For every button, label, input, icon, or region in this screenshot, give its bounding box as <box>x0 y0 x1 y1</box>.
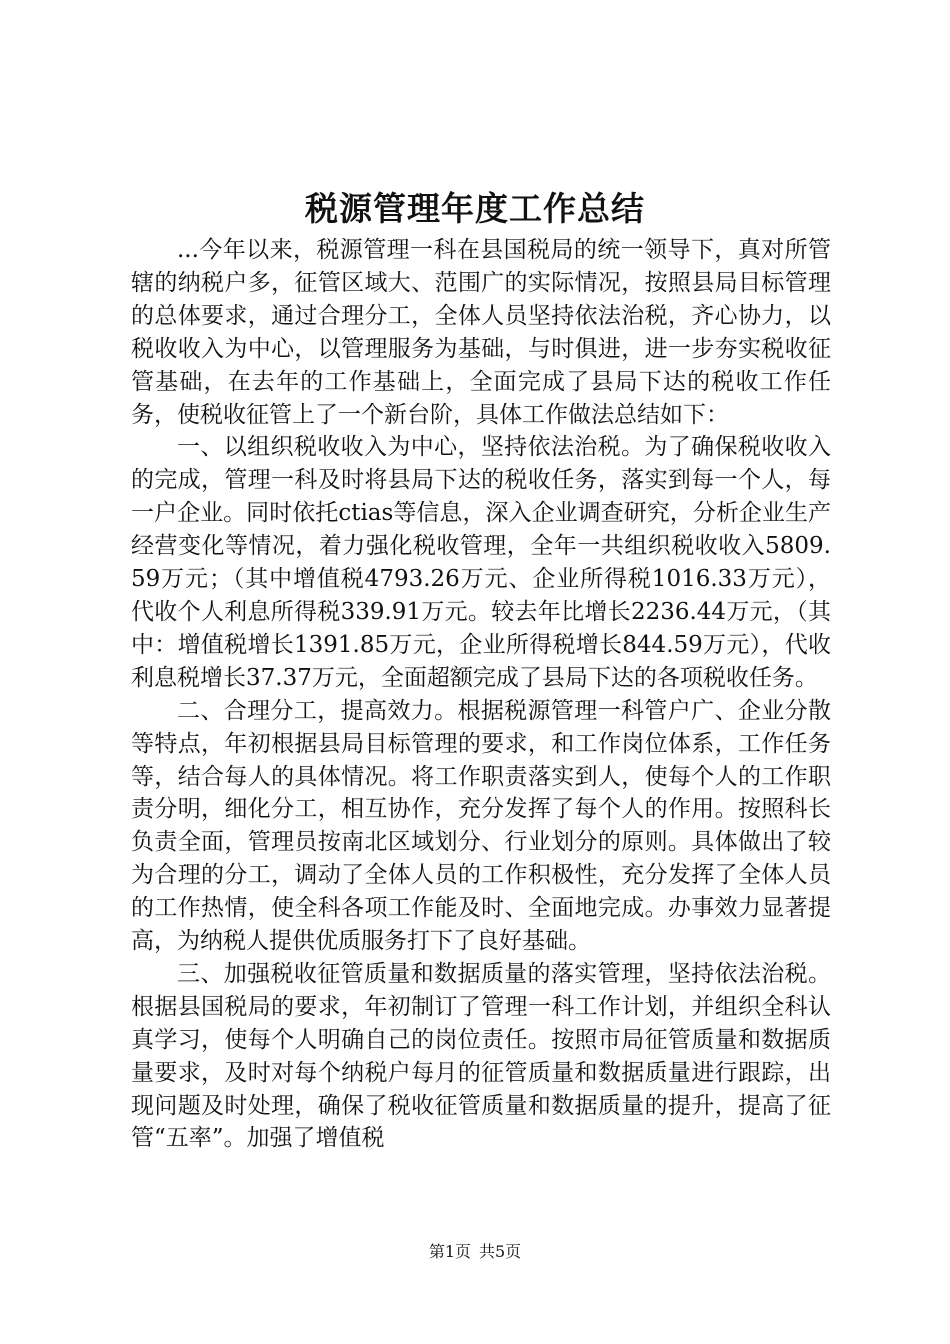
document-body <box>131 234 831 1155</box>
paragraph-section-2: 二、合理分工，提高效力。根据税源管理一科管户广、企业分散等特点，年初根据县局目标管理的要求，和工作岗位体系，工作任务等，结合每人的具体情况。将工作职责落实到人，使每个人的工作职责分明，细化分工，相互协作，充分发挥了每个人的作用。按照科长负责全面，管理员按南北区域划分、行业划分的原则。具体做出了较为合理的分工，调动了全体人员的工作积极性，充分发挥了全体人员的工作热情，使全科各项工作能及时、全面地完成。办事效力显著提高，为纳税人提供优质服务打下了良好基础。 <box>131 697 831 955</box>
page-footer <box>0 1240 950 1264</box>
paragraph-intro: ...今年以来，税源管理一科在县国税局的统一领导下，真对所管辖的纳税户多，征管区域大、范围广的实际情况，按照县局目标管理的总体要求，通过合理分工，全体人员坚持依法治税，齐心协力，以税收收入为中心，以管理服务为基础，与时俱进，进一步夯实税收征管基础，在去年的工作基础上，全面完成了县局下达的税收工作任务，使税收征管上了一个新台阶，具体工作做法总结如下： <box>131 237 831 428</box>
paragraph-section-3: 三、加强税收征管质量和数据质量的落实管理，坚持依法治税。根据县国税局的要求，年初制订了管理一科工作计划，并组织全科认真学习，使每个人明确自己的岗位责任。按照市局征管质量和数据质量要求，及时对每个纳税户每月的征管质量和数据质量进行跟踪，出现问题及时处理，确保了税收征管质量和数据质量的提升，提高了征管“五率”。加强了增值税 <box>131 960 831 1152</box>
page-total: 共5页 <box>479 1242 522 1261</box>
document-title: 税源管理年度工作总结 <box>305 189 645 228</box>
paragraph-section-1: 一、以组织税收收入为中心，坚持依法治税。为了确保税收收入的完成，管理一科及时将县局下达的税收任务，落实到每一个人，每一户企业。同时依托ctias等信息，深入企业调查研究，分析企业生产经营变化等情况，着力强化税收管理，全年一共组织税收收入5809.59万元；（其中增值税4793.26万元、企业所得税1016.33万元），代收个人利息所得税339.91万元。较去年比增长2236.44万元，（其中：增值税增长1391.85万元，企业所得税增长844.59万元），代收利息税增长37.37万元，全面超额完成了县局下达的各项税收任务。 <box>131 434 831 691</box>
page-number: 第1页 <box>428 1242 471 1261</box>
